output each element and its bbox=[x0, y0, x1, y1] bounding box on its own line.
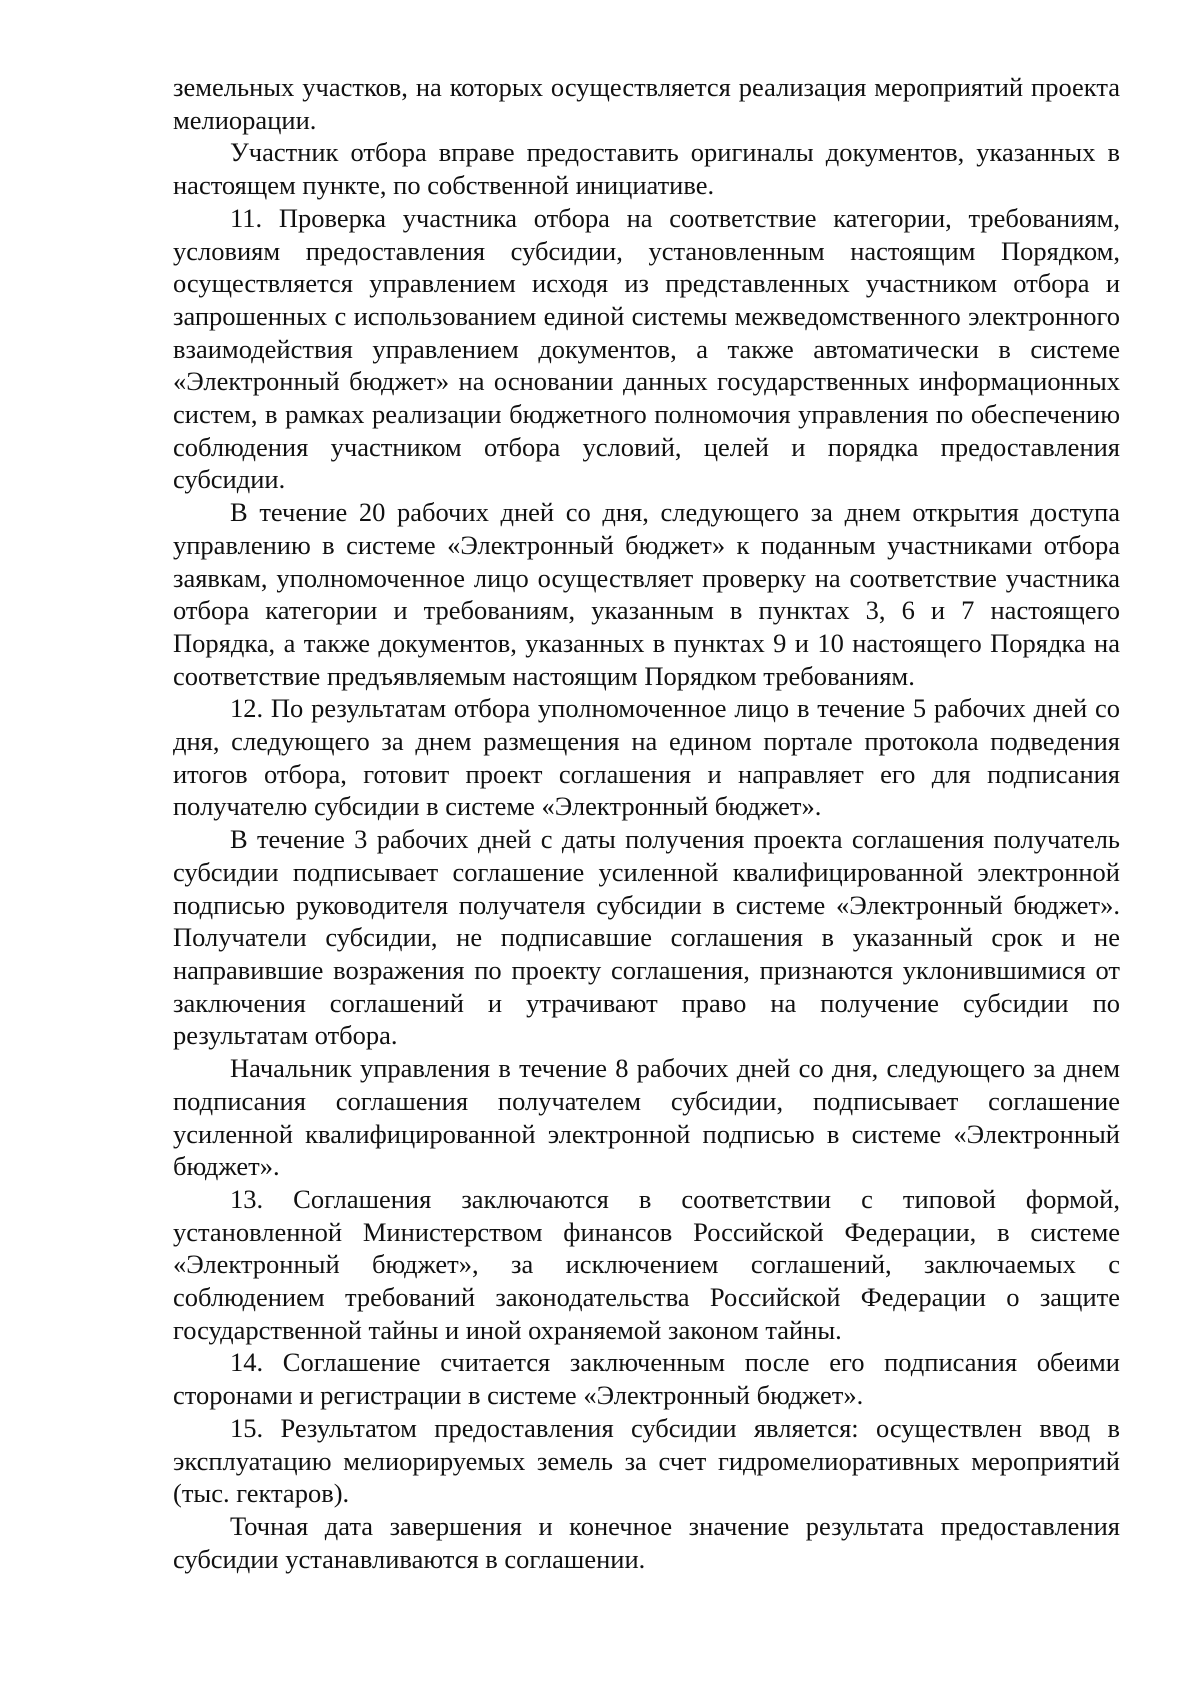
paragraph-head-signature: Начальник управления в течение 8 рабочих дней со дня, следующего за днем подписания соглашения получателем субсидии, подписывает соглашение усиленной квалифицированной электронной подписью в системе «Электронный бюджет». bbox=[173, 1053, 1120, 1182]
paragraph-originals: Участник отбора вправе предоставить оригиналы документов, указанных в настоящем пункте, по собственной инициативе. bbox=[173, 137, 1120, 201]
paragraph-item-11: 11. Проверка участника отбора на соответствие категории, требованиям, условиям предоставления субсидии, установленным настоящим Порядком, осуществляется управлением исходя из представленных участником отбора и запрошенных с использованием единой системы межведомственного электронного взаимодействия управлением документов, а также автоматически в системе «Электронный бюджет» на основании данных государственных информационных систем, в рамках реализации бюджетного полномочия управления по обеспечению соблюдения участником отбора условий, целей и порядка предоставления субсидии. bbox=[173, 202, 1120, 495]
document-body bbox=[173, 71, 1120, 1575]
paragraph-result-date: Точная дата завершения и конечное значение результата предоставления субсидии устанавливаются в соглашении. bbox=[173, 1510, 1120, 1574]
paragraph-item-14: 14. Соглашение считается заключенным после его подписания обеими сторонами и регистрации в системе «Электронный бюджет». bbox=[173, 1347, 1120, 1411]
paragraph-signing-period: В течение 3 рабочих дней с даты получения проекта соглашения получатель субсидии подписывает соглашение усиленной квалифицированной электронной подписью руководителя получателя субсидии в системе «Электронный бюджет». Получатели субсидии, не подписавшие соглашения в указанный срок и не направившие возражения по проекту соглашения, признаются уклонившимися от заключения соглашений и утрачивают право на получение субсидии по результатам отбора. bbox=[173, 824, 1120, 1051]
paragraph-continuation: земельных участков, на которых осуществляется реализация мероприятий проекта мелиорации. bbox=[173, 72, 1120, 135]
paragraph-item-13: 13. Соглашения заключаются в соответствии с типовой формой, установленной Министерством финансов Российской Федерации, в системе «Электронный бюджет», за исключением соглашений, заключаемых с соблюдением требований законодательства Российской Федерации о защите государственной тайны и иной охраняемой законом тайны. bbox=[173, 1183, 1120, 1345]
paragraph-item-15: 15. Результатом предоставления субсидии является: осуществлен ввод в эксплуатацию мелиорируемых земель за счет гидромелиоративных мероприятий (тыс. гектаров). bbox=[173, 1412, 1120, 1509]
paragraph-verification-period: В течение 20 рабочих дней со дня, следующего за днем открытия доступа управлению в системе «Электронный бюджет» к поданным участниками отбора заявкам, уполномоченное лицо осуществляет проверку на соответствие участника отбора категории и требованиям, указанным в пунктах 3, 6 и 7 настоящего Порядка, а также документов, указанных в пунктах 9 и 10 настоящего Порядка на соответствие предъявляемым настоящим Порядком требованиям. bbox=[173, 497, 1120, 691]
paragraph-item-12: 12. По результатам отбора уполномоченное лицо в течение 5 рабочих дней со дня, следующего за днем размещения на едином портале протокола подведения итогов отбора, готовит проект соглашения и направляет его для подписания получателю субсидии в системе «Электронный бюджет». bbox=[173, 693, 1120, 822]
